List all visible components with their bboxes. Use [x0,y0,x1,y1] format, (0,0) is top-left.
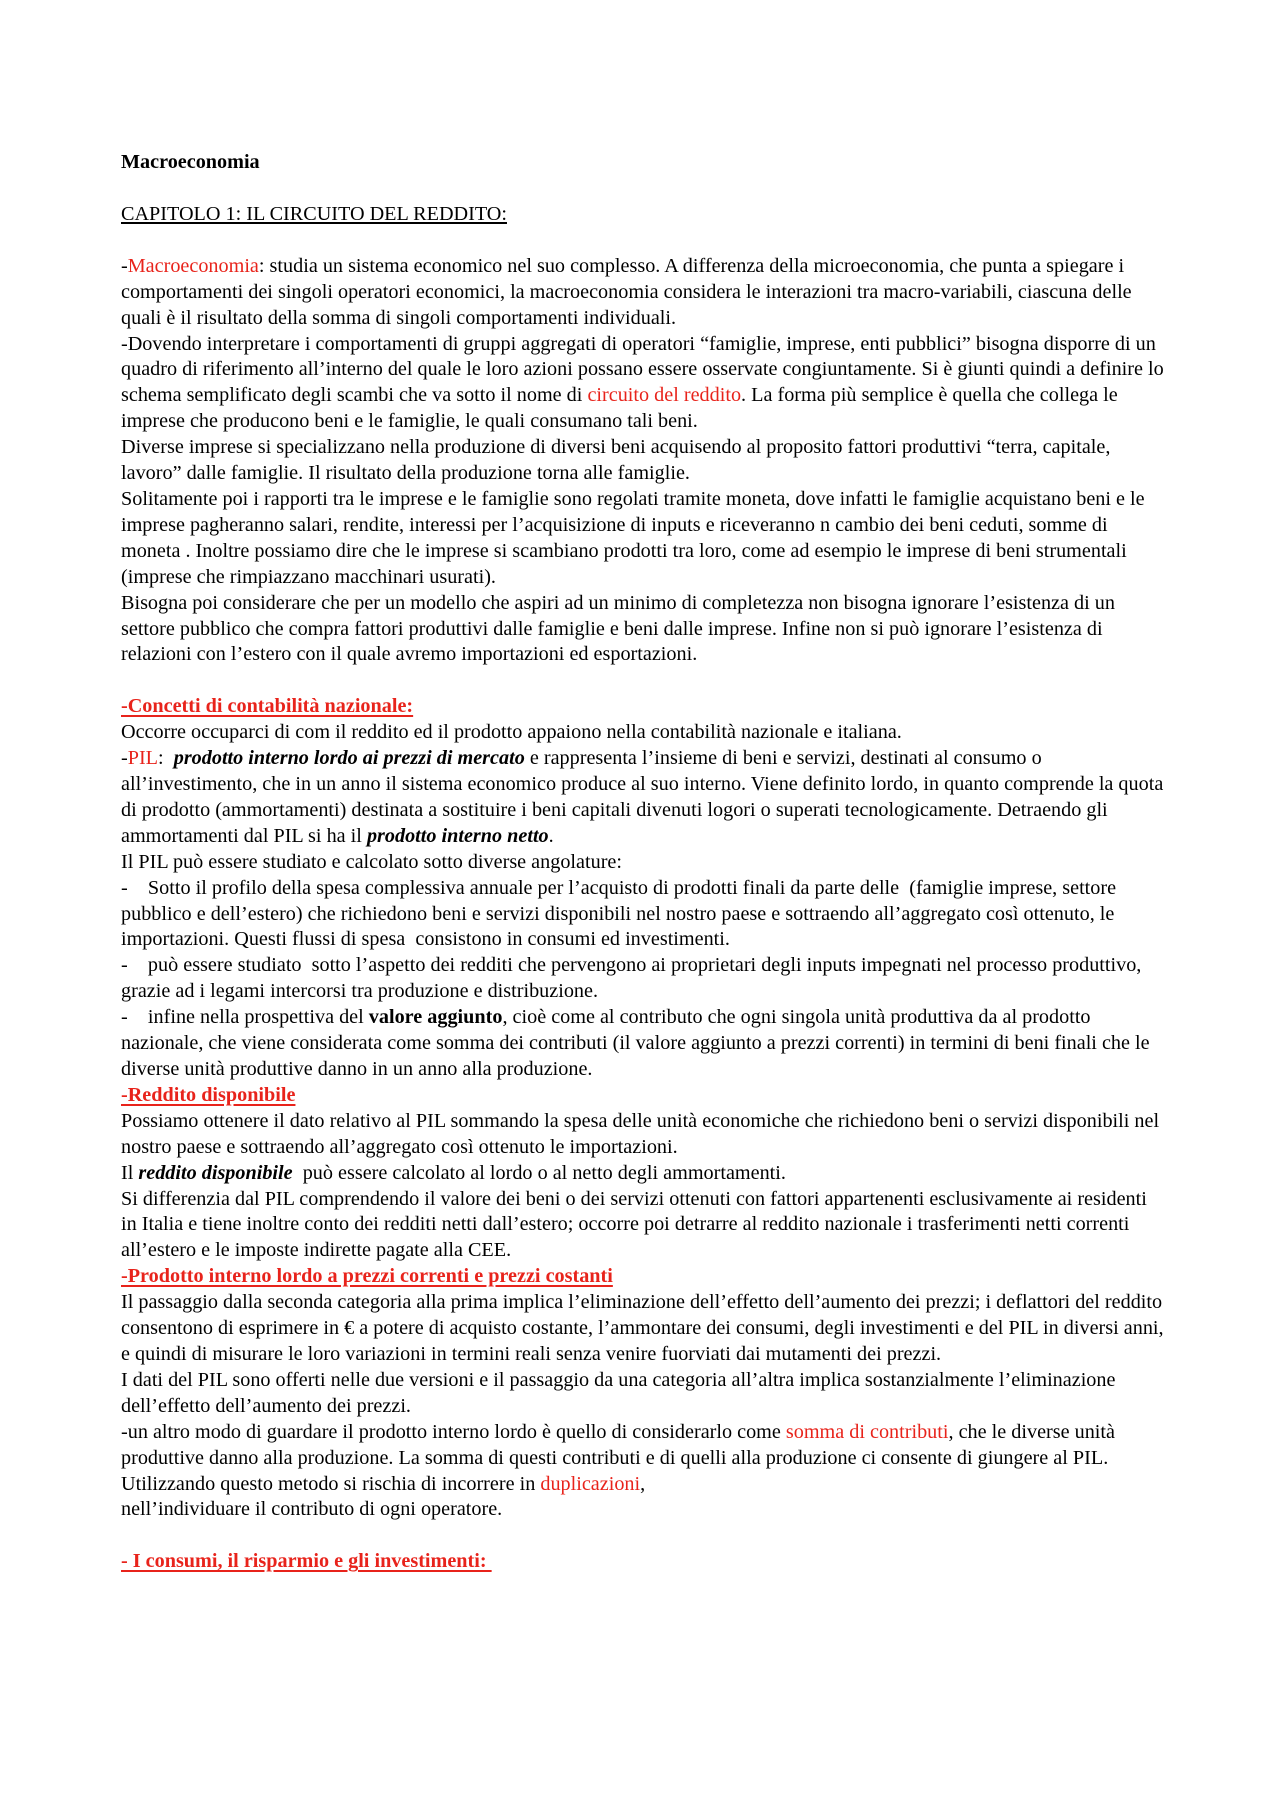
term-circuito-del-reddito: circuito del reddito [587,384,742,407]
paragraph-circuito: -Dovendo interpretare i comportamenti di gruppi aggregati di operatori “famiglie, imprese, enti pubblici” bisogna disporre di un quadro di riferimento all’interno del quale le loro azioni possano essere osservate congiuntamente. Si è giunti quindi a definire lo schema semplificato degli scambi che va sotto il nome di circuito del reddito. La forma più semplice è quella che collega le imprese che producono beni e le famiglie, le quali consumano tali beni. [121,332,1164,433]
section-heading-prezzi: -Prodotto interno lordo a prezzi correnti e prezzi costanti [121,1265,613,1288]
paragraph-reddito-disponibile: Il reddito disponibile può essere calcolato al lordo o al netto degli ammortamenti. [121,1161,786,1184]
paragraph-operatore: nell’individuare il contributo di ogni operatore. [121,1498,503,1521]
paragraph-pil-spesa: Possiamo ottenere il dato relativo al PIL sommando la spesa delle unità economiche che richiedono beni o servizi disponibili nel nostro paese e sottraendo all’aggregato così ottenuto le importazioni. [121,1109,1160,1158]
paragraph-differenza-pil: Si differenzia dal PIL comprendendo il valore dei beni o dei servizi ottenuti con fattori appartenenti esclusivamente ai residenti in Italia e tiene inoltre conto dei redditi netti dall’estero; occorre poi detrarre al reddito nazionale i trasferimenti netti correnti all’estero e le imposte indirette pagate alla CEE. [121,1187,1147,1262]
paragraph-intro-contabilita: Occorre occuparci di com il reddito ed il prodotto appaiono nella contabilità nazionale e italiana. [121,721,902,744]
section-heading-reddito-disponibile: -Reddito disponibile [121,1083,296,1106]
list-item: - può essere studiato sotto l’aspetto dei redditi che pervengono ai proprietari degli inputs impegnati nel processo produttivo, grazie ad i legami intercorsi tra produzione e distribuzione. [121,954,1147,1003]
paragraph-pil: -PIL: prodotto interno lordo ai prezzi di mercato e rappresenta l’insieme di beni e servizi, destinati al consumo o all’investimento, che in un anno il sistema economico produce al suo interno. Viene definito lordo, in quanto comprende la quota di prodotto (ammortamenti) destinata a sostituire i beni capitali divenuti logori o superati tecnologicamente. Detraendo gli ammortamenti dal PIL si ha il prodotto interno netto. [121,747,1164,847]
list-item: - infine nella prospettiva del valore aggiunto, cioè come al contributo che ogni singola unità produttiva da al prodotto nazionale, che viene considerata come somma dei contributi (il valore aggiunto a prezzi correnti) in termini di beni finali che le diverse unità produttive danno in un anno alla produzione. [121,1006,1155,1080]
term-duplicazioni: duplicazioni [540,1472,641,1495]
term-pil: PIL [127,747,159,770]
paragraph-moneta: Solitamente poi i rapporti tra le imprese e le famiglie sono regolati tramite moneta, dove infatti le famiglie acquistano beni e le imprese pagheranno salari, rendite, interessi per l’acquisizione di inputs e riceveranno n cambio dei beni ceduti, somme di moneta . Inoltre possiamo dire che le imprese si scambiano prodotti tra loro, come ad esempio le imprese di beni strumentali (imprese che rimpiazzano macchinari usurati). [121,487,1145,588]
document-title: Macroeconomia [121,151,260,173]
chapter-heading: CAPITOLO 1: IL CIRCUITO DEL REDDITO: [121,202,507,225]
paragraph-versioni: I dati del PIL sono offerti nelle due versioni e il passaggio da una categoria all’altra implica sostanzialmente l’eliminazione dell’effetto dell’aumento dei prezzi. [121,1368,1116,1417]
paragraph-deflattori: Il passaggio dalla seconda categoria alla prima implica l’eliminazione dell’effetto dell’aumento dei prezzi; i deflattori del reddito consentono di esprimere in € a potere di acquisto costante, l’ammontare dei consumi, degli investimenti e del PIL in diversi anni, e quindi di misurare le loro variazioni in termini reali senza venire fuorviati dai mutamenti dei prezzi. [121,1291,1164,1365]
paragraph-angolature: Il PIL può essere studiato e calcolato sotto diverse angolature: [121,850,622,873]
term-macroeconomia: Macroeconomia [127,254,259,277]
section-heading-consumi: - I consumi, il risparmio e gli investimenti: [121,1550,492,1573]
paragraph-macroeconomia: -Macroeconomia: studia un sistema economico nel suo complesso. A differenza della microeconomia, che punta a spiegare i comportamenti dei singoli operatori economici, la macroeconomia considera le interazioni tra macro-variabili, ciascuna delle quali è il risultato della somma di singoli comportamenti individuali. [121,254,1132,329]
paragraph-imprese: Diverse imprese si specializzano nella produzione di diversi beni acquisendo al proposito fattori produttivi “terra, capitale, lavoro” dalle famiglie. Il risultato della produzione torna alle famiglie. [121,436,1111,485]
list-item: - Sotto il profilo della spesa complessiva annuale per l’acquisto di prodotti finali da parte delle (famiglie imprese, settore pubblico e dell’estero) che richiedono beni e servizi disponibili nel nostro paese e sottraendo all’aggregato così ottenuto, le importazioni. Questi flussi di spesa consistono in consumi ed investimenti. [121,876,1122,951]
term-somma-di-contributi: somma di contributi [785,1420,949,1443]
paragraph-contributi: -un altro modo di guardare il prodotto interno lordo è quello di considerarlo come somma di contributi, che le diverse unità produttive danno alla produzione. La somma di questi contributi e di quelli alla produzione ci consente di giungere al PIL. Utilizzando questo metodo si rischia di incorrere in duplicazioni, [121,1420,1115,1495]
paragraph-settore-pubblico: Bisogna poi considerare che per un modello che aspiri ad un minimo di completezza non bisogna ignorare l’esistenza di un settore pubblico che compra fattori produttivi dalle famiglie e beni dalle imprese. Infine non si può ignorare l’esistenza di relazioni con l’estero con il quale avremo importazioni ed esportazioni. [121,591,1115,666]
document-body [121,150,1166,1575]
section-heading-contabilita: -Concetti di contabilità nazionale: [121,695,414,718]
